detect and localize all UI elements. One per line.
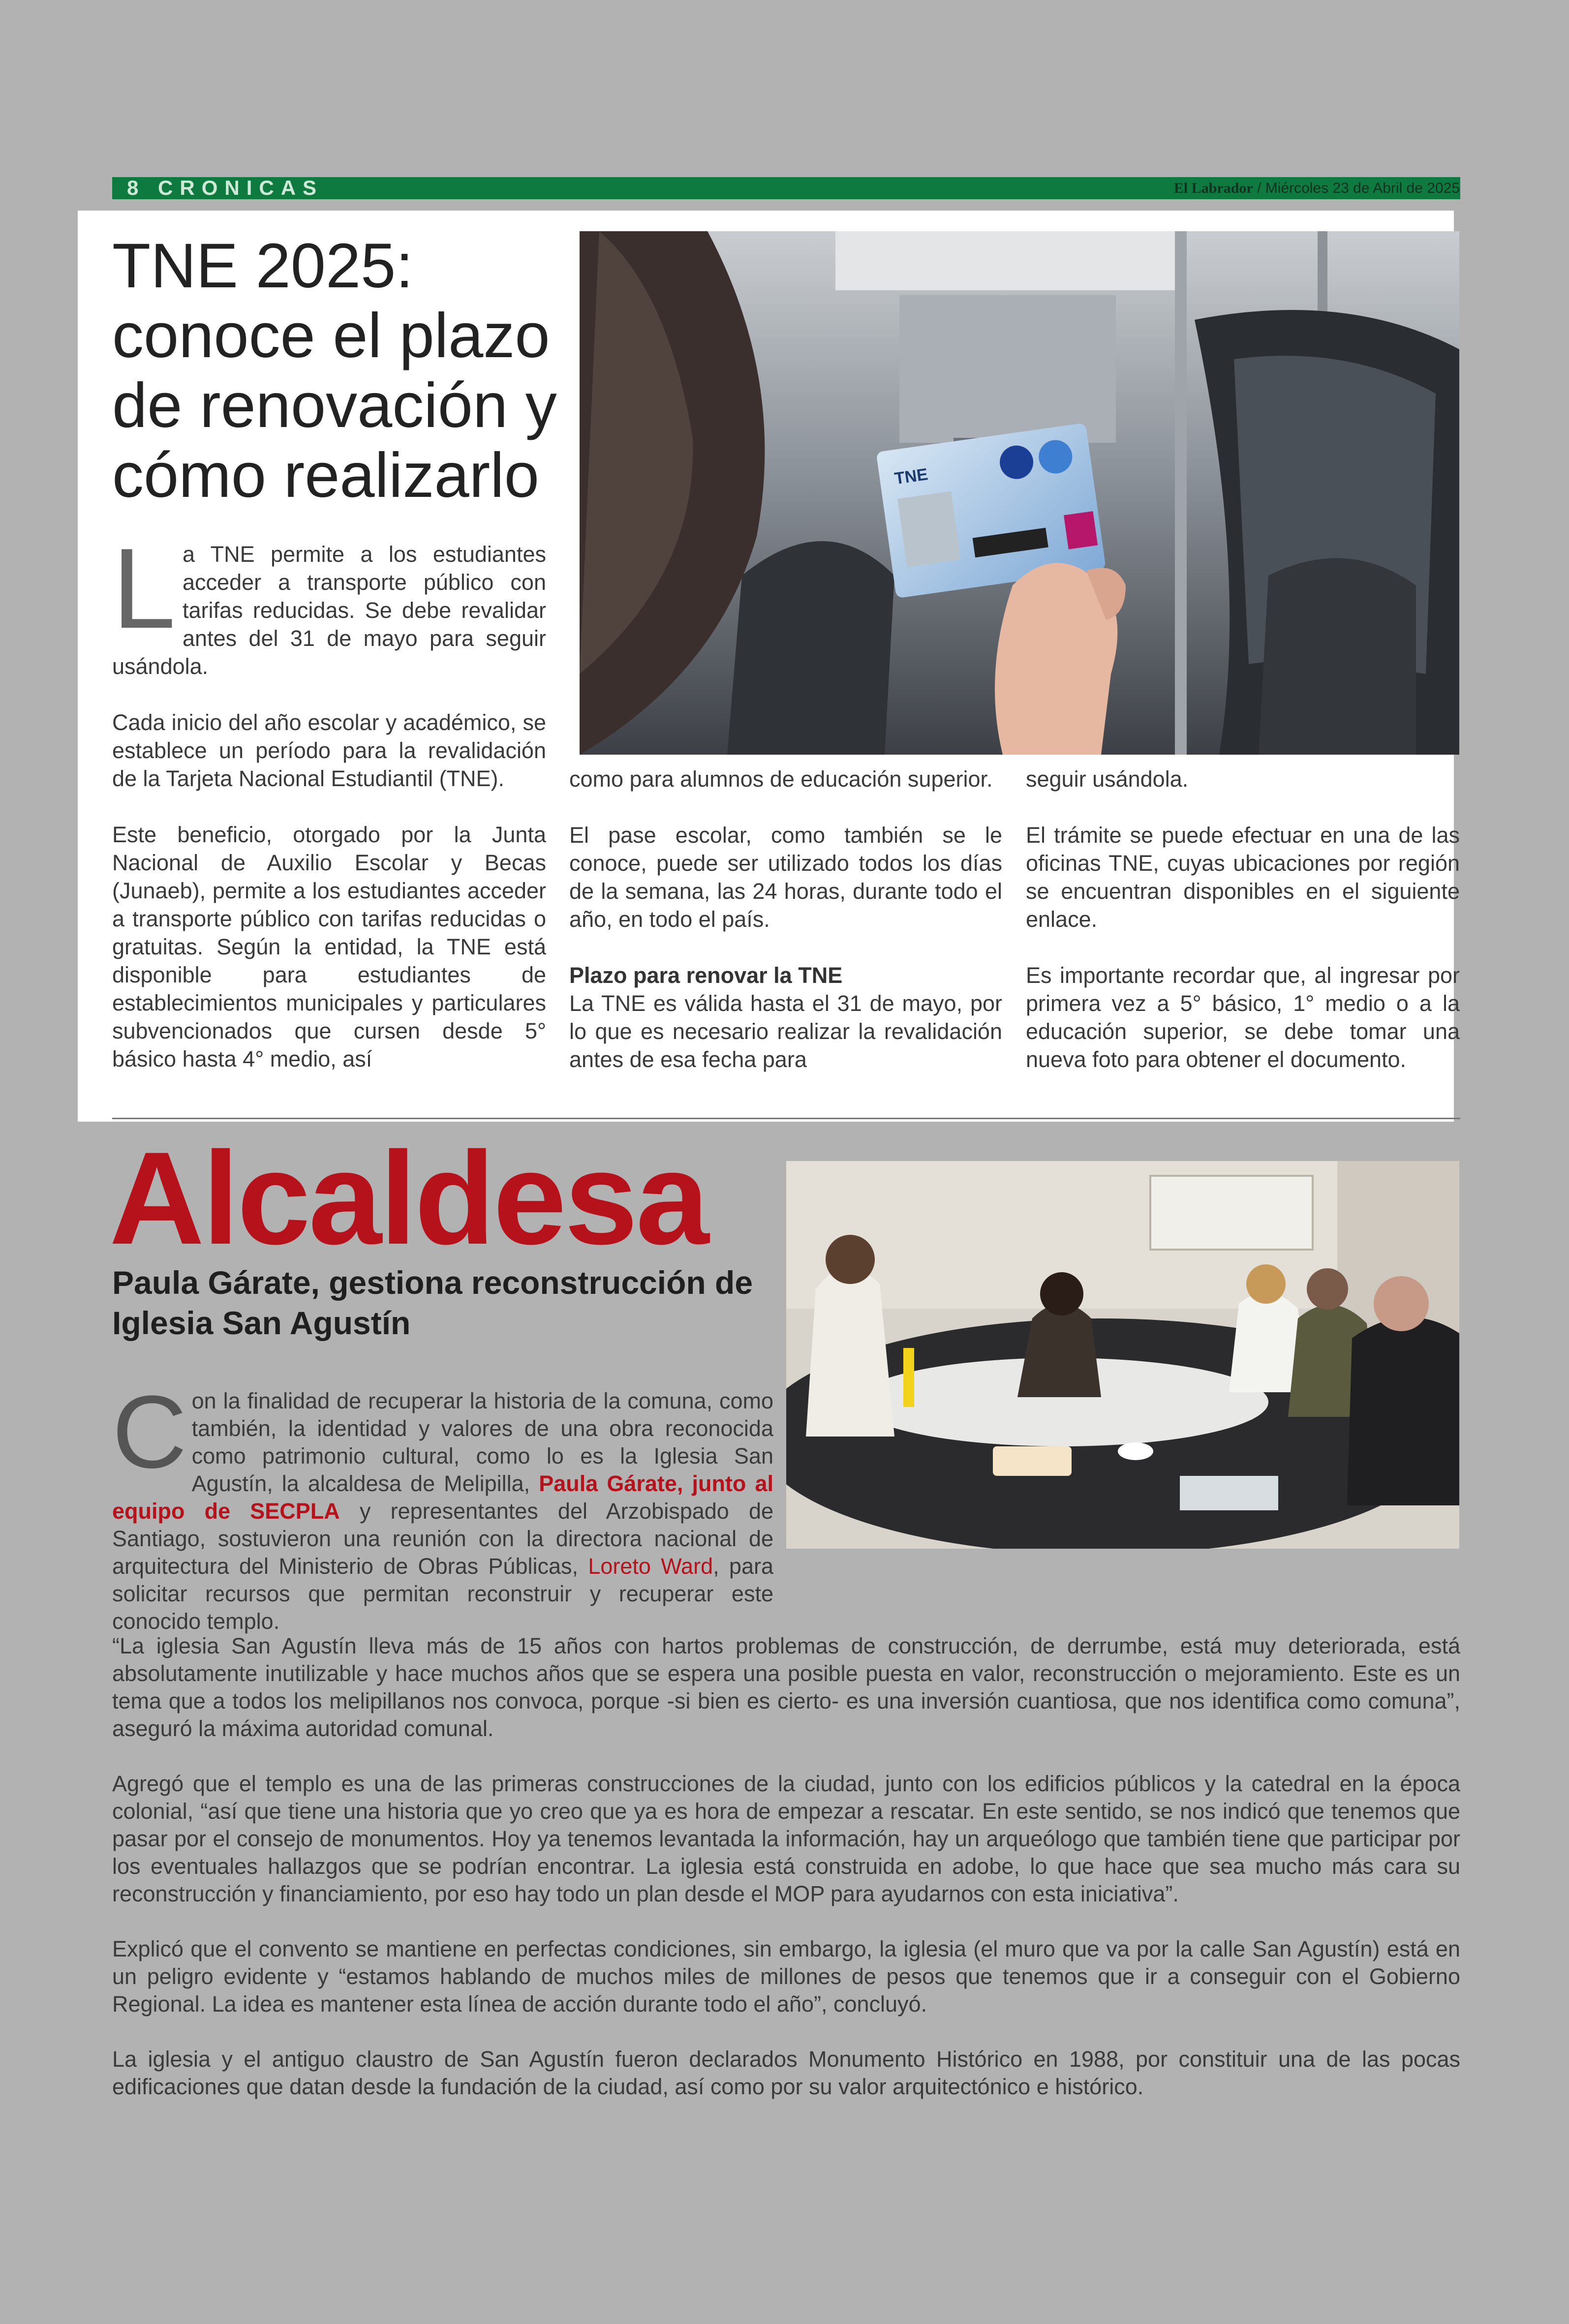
alcaldesa-dropcap: C (112, 1374, 187, 1490)
intro-text-b: y representantes del Arzobispado de Santiago, sostuvieron una reunión con la directora nacional de arquitectura del Ministerio de Obras Públicas, (112, 1498, 773, 1579)
tne-headline: TNE 2025: conoce el plazo de renovación y cómo realizarlo (112, 231, 557, 511)
tne-paragraph-4-cont: seguir usándola. (1026, 766, 1189, 792)
meeting-photo (786, 1161, 1459, 1549)
intro-name: Loreto Ward (588, 1554, 713, 1579)
alcaldesa-body (112, 1632, 1460, 2128)
alcaldesa-kicker: Alcaldesa (109, 1124, 708, 1272)
alcaldesa-paragraph-4: La iglesia y el antiguo claustro de San Agustín fueron declarados Monumento Histórico en 1988, por constituir una de las pocas edificaciones que datan desde la fundación de la ciudad, así como por su valor arquitectónico e histórico. (112, 2047, 1460, 2099)
tne-paragraph-2-cont: como para alumnos de educación superior. (569, 766, 993, 792)
alcaldesa-paragraph-2: Agregó que el templo es una de las primeras construcciones de la ciudad, junto con los edificios públicos y la catedral en la época colonial, “así que tiene una historia que yo creo que ya es hora de empezar a rescatar. En este sentido, se nos indicó que tenemos que pasar por el consejo de monumentos. Hoy ya tenemos levantada la información, hay un arqueólogo que también tiene que participar por los eventuales hallazgos que se podrían encontrar. La iglesia está construida en adobe, lo que hace que sea mucho más cara su reconstrucción y financiamiento, por eso hay todo un plan desde el MOP para ayudarnos con esta iniciativa”. (112, 1771, 1460, 1906)
tne-paragraph-6: Es importante recordar que, al ingresar por primera vez a 5° básico, 1° medio o a la educación superior, se debe tomar una nueva foto para obtener el documento. (1026, 963, 1460, 1072)
tne-column-1 (112, 525, 546, 1101)
alcaldesa-paragraph-3: Explicó que el convento se mantiene en perfectas condiciones, sin embargo, la iglesia (el muro que va por la calle San Agustín) está en un peligro evidente y “estamos hablando de muchos miles de millones de pesos que tenemos que ir a conseguir con el Gobierno Regional. La idea es mantener esta línea de acción durante todo el año”, concluyó. (112, 1936, 1460, 2017)
section-label: 8 CRONICAS (127, 176, 324, 199)
tne-lead (112, 525, 546, 680)
edition-date: / Miércoles 23 de Abril de 2025 (1253, 180, 1460, 196)
tne-paragraph-5: El trámite se puede efectuar en una de las oficinas TNE, cuyas ubicaciones por región se encuentran disponibles en el siguiente enlace. (1026, 823, 1460, 932)
intro-highlight: Paula Gárate, junto al equipo de SECPLA (112, 1471, 773, 1524)
newspaper-name: El Labrador (1173, 180, 1253, 196)
tne-paragraph-4: La TNE es válida hasta el 31 de mayo, por lo que es necesario realizar la revalidación antes de esa fecha para (569, 991, 1002, 1072)
article-divider (112, 1118, 1460, 1119)
edition-line (1174, 179, 1460, 198)
tne-subhead: Plazo para renovar la TNE (569, 963, 843, 988)
tne-paragraph-3: El pase escolar, como también se le conoce, puede ser utilizado todos los días de la semana, las 24 horas, durante todo el año, en todo el país. (569, 823, 1002, 932)
tne-card-photo (580, 231, 1459, 755)
card-label: TNE (893, 465, 929, 489)
alcaldesa-headline: Paula Gárate, gestiona reconstrucción de Iglesia San Agustín (112, 1264, 753, 1341)
intro-text-a: on la finalidad de recuperar la historia de la comuna, como también, la identidad y valores de una obra reconocida como patrimonio cultural, como lo es la Iglesia San Agustín, la alcaldesa de Melipilla, (191, 1388, 773, 1496)
tne-paragraph-2: Este beneficio, otorgado por la Junta Nacional de Auxilio Escolar y Becas (Junaeb), permite a los estudiantes acceder a transporte público con tarifas reducidas o gratuitas. Según la entidad, la TNE está disponible para estudiantes de establecimientos municipales y particulares subvencionados que cursen desde 5° básico hasta 4° medio, así (112, 822, 546, 1071)
tne-column-3 (1026, 765, 1460, 1101)
tne-dropcap: L (112, 525, 176, 652)
alcaldesa-intro (112, 1374, 773, 1635)
alcaldesa-paragraph-1: “La iglesia San Agustín lleva más de 15 años con hartos problemas de construcción, de derrumbe, está muy deteriorada, está absolutamente inutilizable y hace muchos años que se espera una posible puesta en valor, reconstrucción o mejoramiento. Este es un tema que a todos los melipillanos nos convoca, porque -si bien es cierto- es una inversión cuantiosa, que nos identifica como comuna”, aseguró la máxima autoridad comunal. (112, 1633, 1460, 1741)
tne-paragraph-1: Cada inicio del año escolar y académico, se establece un período para la revalidación de la Tarjeta Nacional Estudiantil (TNE). (112, 710, 546, 791)
tne-lead-text: a TNE permite a los estudiantes acceder a transporte público con tarifas reducidas. Se debe revalidar antes del 31 de mayo para seguir usándola. (112, 542, 546, 679)
tne-column-2 (569, 765, 1002, 1101)
intro-text-c: , para solicitar recursos que permitan reconstruir y recuperar este conocido templo. (112, 1554, 773, 1634)
